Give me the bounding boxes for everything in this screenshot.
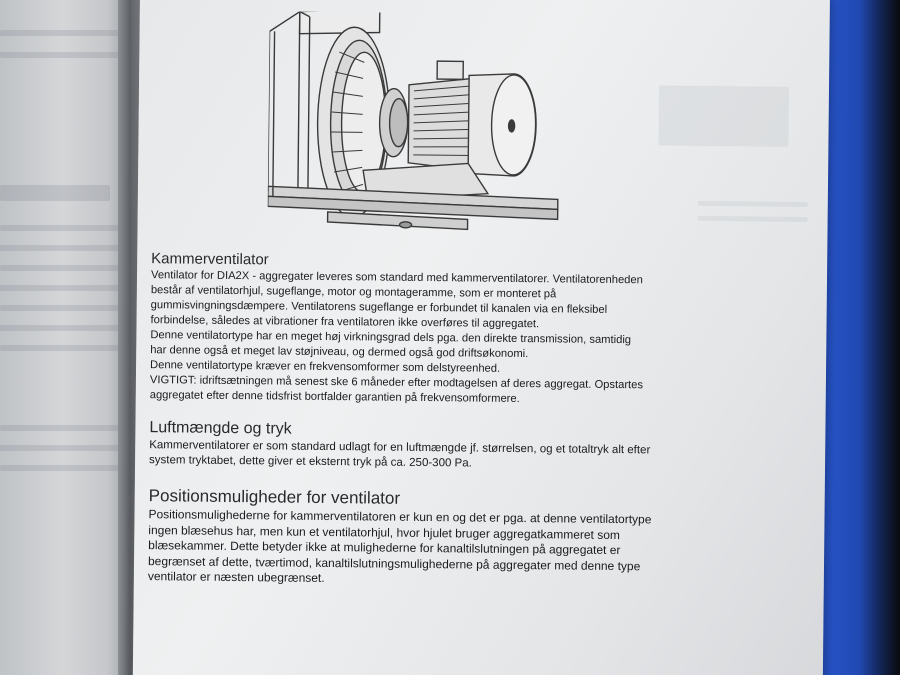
section-luftmaengde: [149, 419, 749, 474]
show-through-text: [698, 216, 808, 222]
heading-positionsmuligheder: Positionsmuligheder for ventilator: [148, 486, 401, 508]
body-line: består af ventilatorhjul, sugeflange, motor og montageramme, som er monteret på: [150, 284, 557, 301]
left-page-ghost-text: [0, 445, 120, 451]
left-page-ghost-text: [0, 265, 120, 271]
heading-kammerventilator: Kammerventilator: [151, 250, 269, 269]
left-page-ghost-text: [0, 425, 120, 431]
left-page-ghost-text: [0, 345, 120, 351]
left-page-ghost-text: [0, 285, 120, 291]
page-content: [148, 250, 751, 591]
body-line: aggregatet efter denne tidsfrist bortfalder garantien på frekvensomformere.: [149, 389, 520, 405]
left-page-ghost-text: [0, 30, 120, 36]
left-page: [0, 0, 130, 675]
body-line: VIGTIGT: idriftsætningen må senest ske 6 måneder efter modtagelsen af deres aggregat. Opstartes: [149, 374, 644, 392]
left-page-ghost-text: [0, 465, 120, 471]
left-page-ghost-text: [0, 305, 120, 311]
left-page-ghost-text: [0, 245, 120, 251]
body-line: system tryktabet, dette giver et eksternt tryk på ca. 250-300 Pa.: [149, 454, 472, 470]
left-page-ghost-text: [0, 52, 120, 58]
body-line: gummisvingningsdæmpere. Ventilatorens sugeflange er forbundet til kanalen via en fleksibel: [150, 299, 608, 316]
body-line: Denne ventilatortype kræver en frekvensomformer som delstyreenhed.: [150, 359, 501, 375]
left-page-ghost-text: [0, 225, 120, 231]
body-line: ingen blæsehus har, men kun et ventilatorhjul, hvor hjulet bruger aggregatkammeret som: [148, 522, 620, 542]
body-line: Denne ventilatortype har en meget høj virkningsgrad dels pga. den direkte transmission, samtidig: [150, 329, 632, 347]
left-page-ghost-heading: [0, 185, 110, 201]
dark-background: [860, 0, 900, 675]
body-line: ventilator er næsten ubegrænset.: [147, 569, 325, 585]
show-through-text: [698, 201, 808, 207]
chamber-fan-illustration: [267, 11, 589, 244]
body-line: Positionsmulighederne for kammerventilatoren er kun en og det er pga. at denne ventilatortype: [148, 507, 652, 527]
manual-page: [133, 0, 830, 675]
section-kammerventilator: [150, 250, 752, 409]
body-line: Ventilator for DIA2X - aggregater leveres som standard med kammerventilatorer. Ventilatorenheden: [150, 269, 643, 287]
body-line: Kammerventilatorer er som standard udlagt for en luftmængde jf. størrelsen, og et totaltryk alt efter: [149, 439, 651, 457]
body-line: blæsekammer. Dette betyder ikke at mulighederne for kanaltilslutningen på aggregatet er: [148, 538, 621, 558]
left-page-ghost-text: [0, 325, 120, 331]
body-line: begrænset af dette, tværtimod, kanaltilslutningsmulighederne på aggregater med denne type: [147, 553, 641, 573]
section-positionsmuligheder: [148, 486, 749, 591]
heading-luftmaengde: Luftmængde og tryk: [149, 419, 292, 438]
body-line: forbindelse, således at vibrationer fra ventilatoren ikke overføres til aggregatet.: [150, 314, 540, 331]
show-through-figure: [658, 85, 789, 146]
body-line: har denne også et meget lav støjniveau, og dermed også god driftsøkonomi.: [150, 344, 529, 361]
